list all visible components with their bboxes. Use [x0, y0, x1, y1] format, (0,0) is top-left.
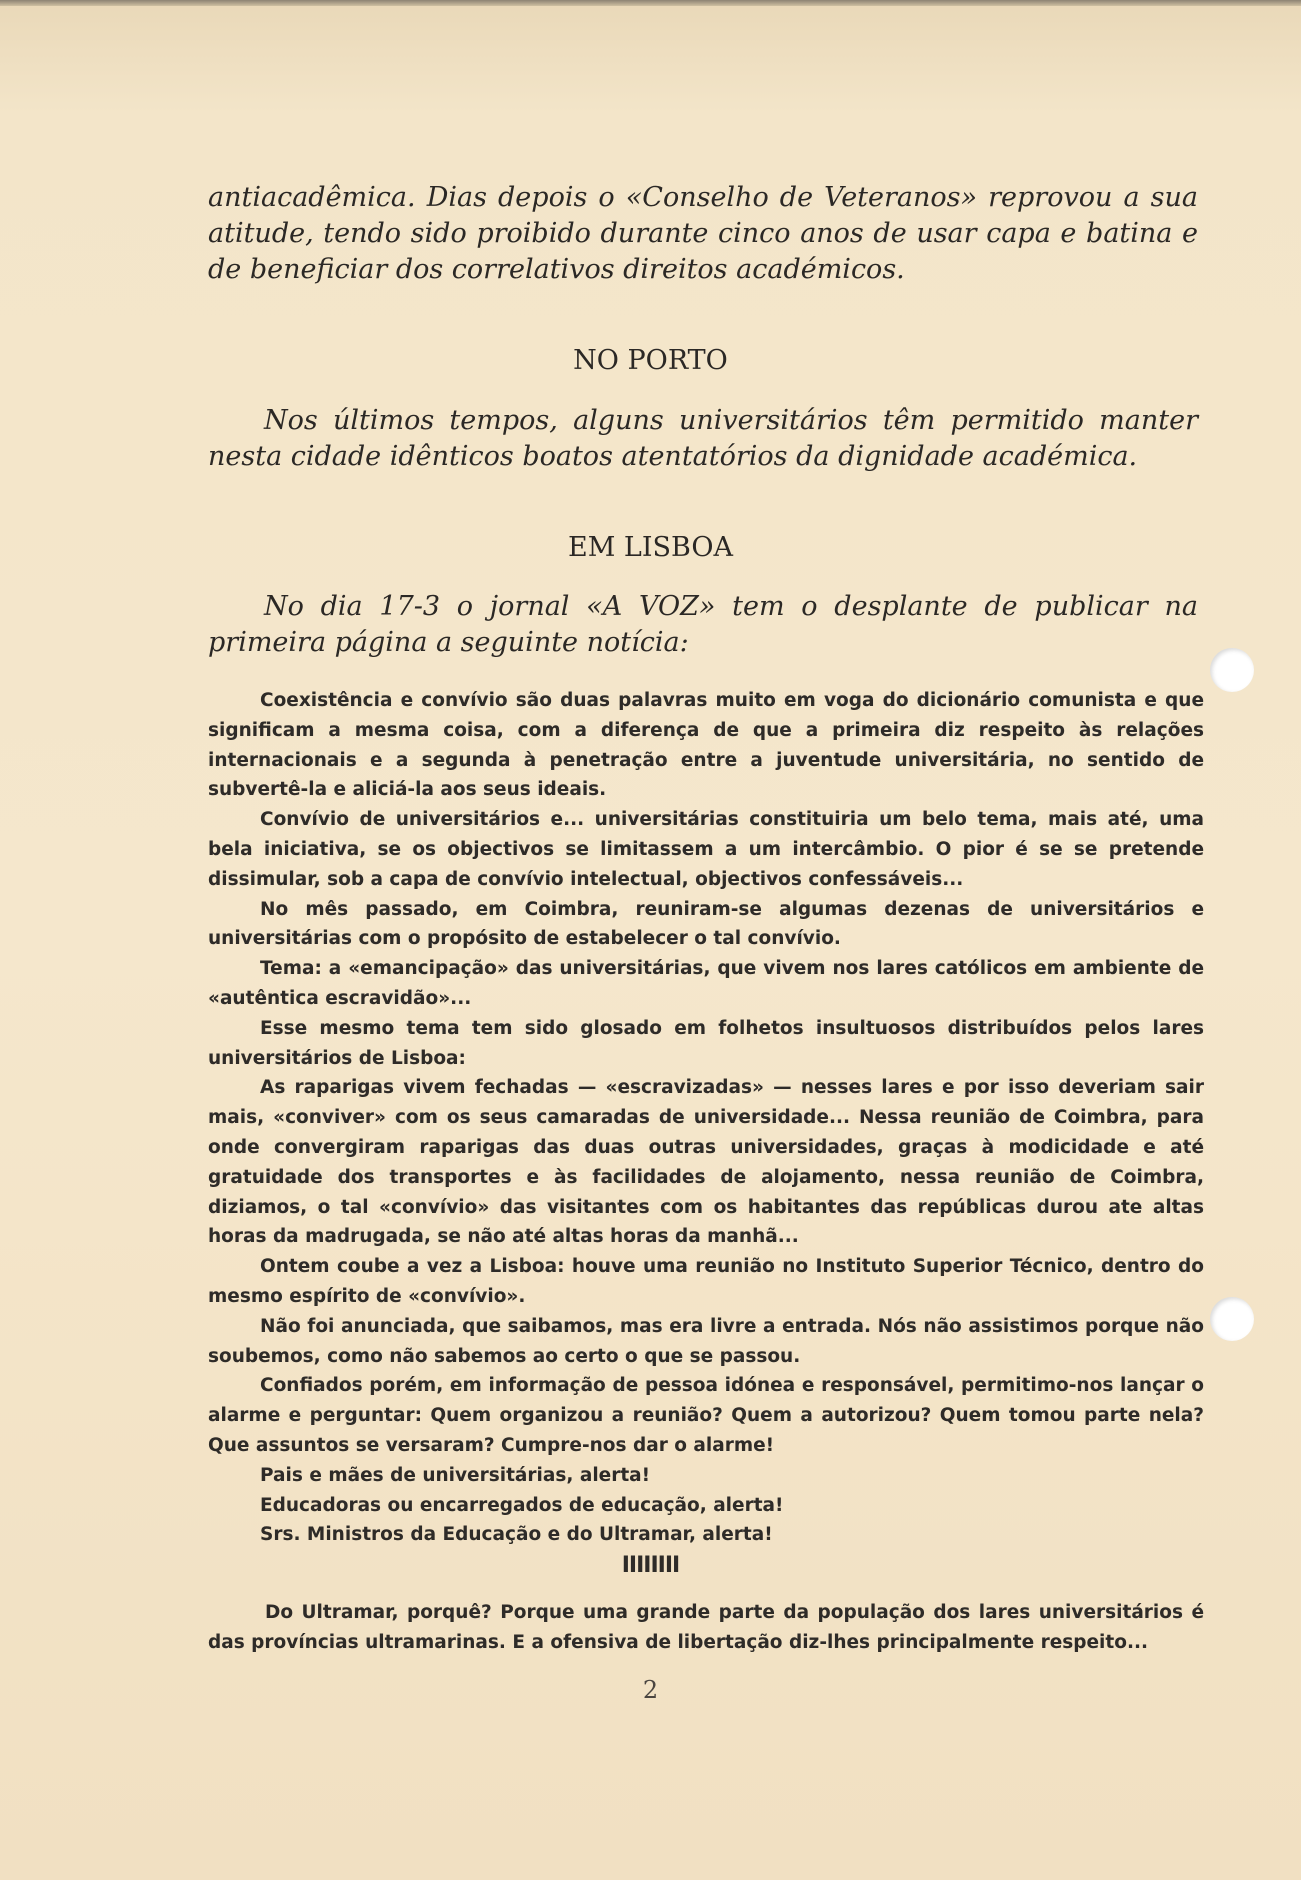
newspaper-quote [208, 686, 1204, 1550]
quote-paragraph: Não foi anunciada, que saibamos, mas era livre a entrada. Nós não assistimos porque não soubemos, como não sabemos ao certo o que se passou. [208, 1315, 1204, 1367]
lisboa-paragraph: No dia 17-3 o jornal «A VOZ» tem o desplante de publicar na primeira página a seguinte notícia: [208, 591, 1198, 658]
quote-paragraph: Convívio de universitários e... universitárias constituiria um belo tema, mais até, uma bela iniciativa, se os objectivos se limitassem a um intercâmbio. O pior é se se pretende dissimular, sob a capa de convívio intelectual, objectivos confessáveis... [208, 809, 1204, 890]
closing-paragraph: Do Ultramar, porquê? Porque uma grande parte da população dos lares universitários é das províncias ultramarinas. E a ofensiva de libertação diz-lhes principalmente respeito... [208, 1602, 1204, 1653]
punch-hole-lower [1210, 1297, 1254, 1341]
section-separator: IIIIIIII [621, 1553, 680, 1578]
quote-paragraph: As raparigas vivem fechadas — «escravizadas» — nesses lares e por isso deveriam sair mais, «conviver» com os seus camaradas de universidade... Nessa reunião de Coimbra, para onde convergiram raparigas das duas outras universidades, graças à modicidade e até gratuidade dos transportes e às facilidades de alojamento, nessa reunião de Coimbra, diziamos, o tal «convívio» das visitantes com os habitantes das repúblicas durou ate altas horas da madrugada, se não até altas horas da manhã... [208, 1077, 1204, 1248]
quote-paragraph: Esse mesmo tema tem sido glosado em folhetos insultuosos distribuídos pelos lares universitários de Lisboa: [208, 1017, 1204, 1069]
quote-paragraph: Coexistência e convívio são duas palavras muito em voga do dicionário comunista e que significam a mesma coisa, com a diferença de que a primeira diz respeito às relações internacionais e a segunda à penetração entre a juventude universitária, no sentido de subvertê-la e aliciá-la aos seus ideais. [208, 690, 1204, 801]
quote-paragraph: No mês passado, em Coimbra, reuniram-se algumas dezenas de universitários e universitárias com o propósito de estabelecer o tal convívio. [208, 898, 1204, 950]
quote-paragraph: Educadoras ou encarregados de educação, alerta! [260, 1494, 784, 1516]
porto-paragraph: Nos últimos tempos, alguns universitários têm permitido manter nesta cidade idênticos boatos atentatórios da dignidade académica. [208, 405, 1198, 472]
porto-heading: NO PORTO [573, 345, 728, 376]
quote-paragraph: Confiados porém, em informação de pessoa idónea e responsável, permitimo-nos lançar o alarme e perguntar: Quem organizou a reunião? Quem a autorizou? Quem tomou parte nela? Que assuntos se versaram? Cumpre-nos dar o alarme! [208, 1375, 1204, 1456]
page-top-edge [0, 0, 1301, 6]
intro-paragraph: antiacadêmica. Dias depois o «Conselho de Veteranos» reprovou a sua atitude, tendo sido proibido durante cinco anos de usar capa e batina e de beneficiar dos correlativos direitos académicos. [208, 182, 1198, 285]
quote-paragraph: Srs. Ministros da Educação e do Ultramar, alerta! [260, 1524, 773, 1546]
lisboa-heading: EM LISBOA [567, 532, 733, 563]
page-number: 2 [642, 1676, 659, 1704]
quote-paragraph: Pais e mães de universitárias, alerta! [260, 1464, 651, 1486]
punch-hole-upper [1210, 648, 1254, 692]
quote-paragraph: Tema: a «emancipação» das universitárias, que vivem nos lares católicos em ambiente de «autêntica escravidão»... [208, 958, 1204, 1009]
quote-paragraph: Ontem coube a vez a Lisboa: houve uma reunião no Instituto Superior Técnico, dentro do mesmo espírito de «convívio». [208, 1256, 1204, 1307]
